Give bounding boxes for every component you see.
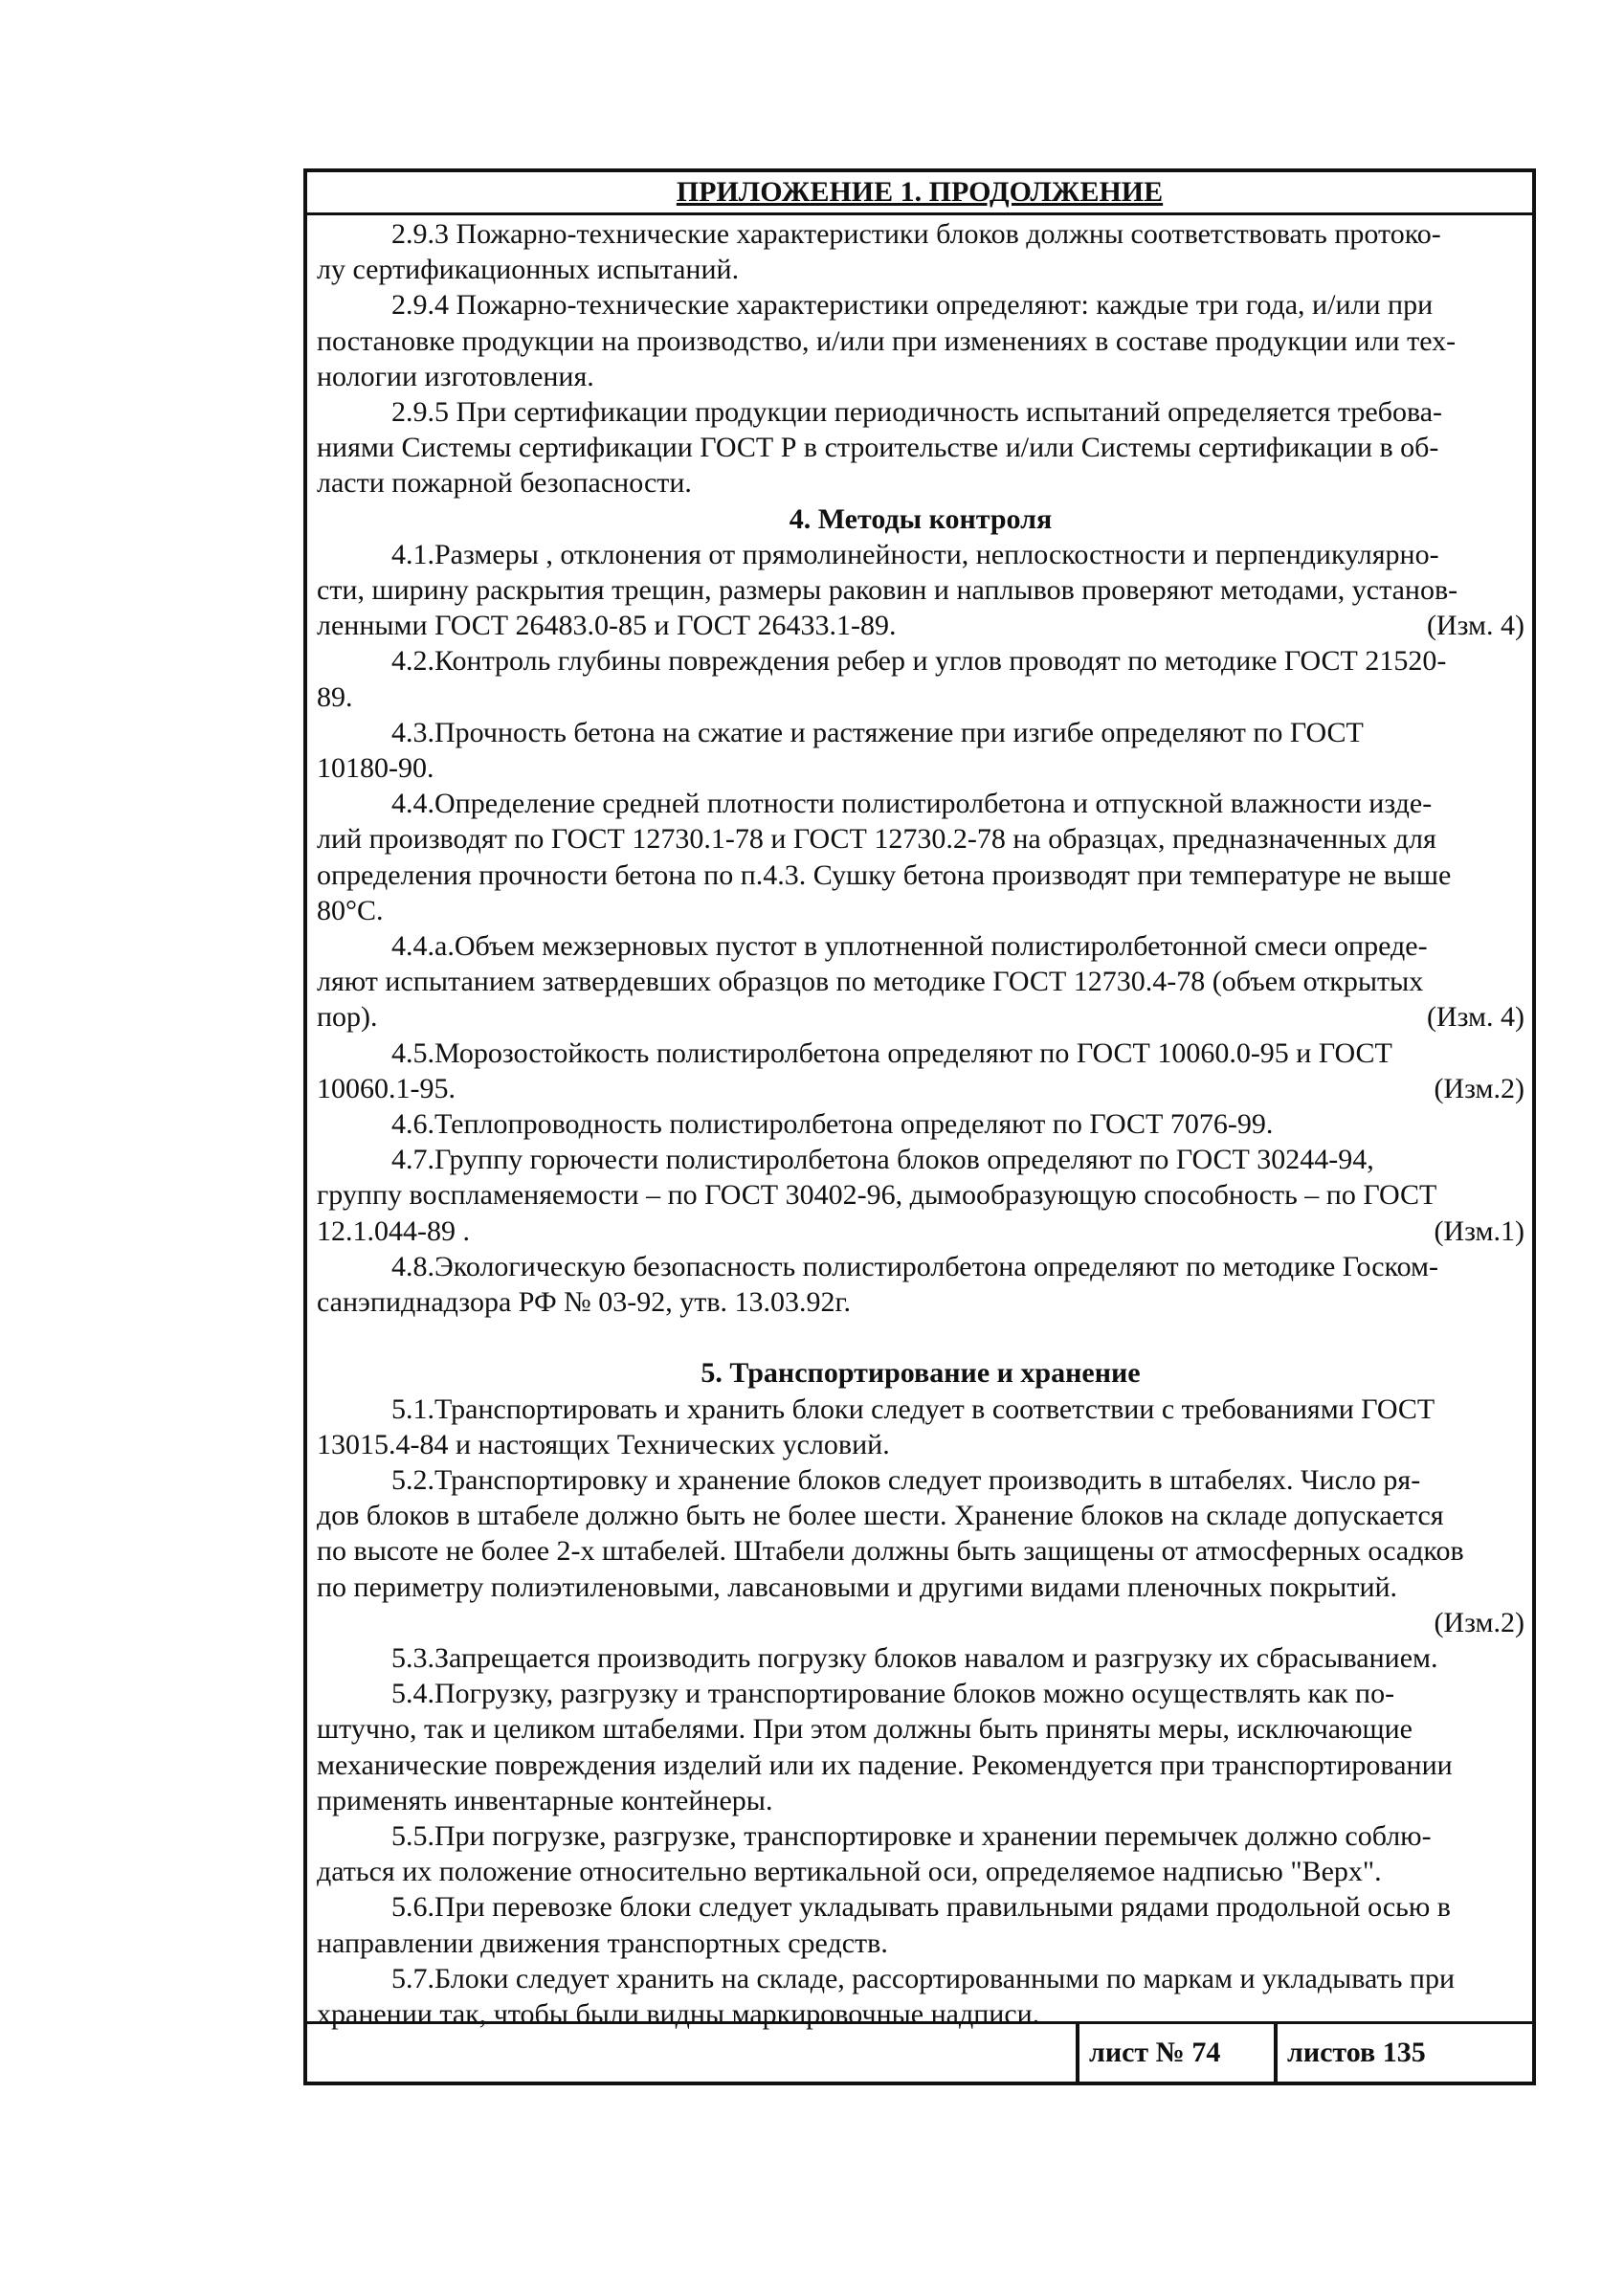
paragraph-4-4-a [317, 928, 1524, 1036]
text-line: хранении так, чтобы были видны маркировочные надписи. [317, 1997, 1040, 2030]
text-line: направлении движения транспортных средств. [317, 1927, 888, 1959]
paragraph-4-7 [317, 1142, 1524, 1249]
page-header: ПРИЛОЖЕНИЕ 1. ПРОДОЛЖЕНИЕ [307, 172, 1532, 215]
text-line: 10180-90. [317, 752, 434, 785]
paragraph-5-4 [317, 1676, 1524, 1818]
text-line: 5.4.Погрузку, разгрузку и транспортирование блоков можно осуществлять как по- [391, 1678, 1395, 1710]
revision-note: (Изм. 4) [1426, 610, 1524, 642]
spacer [317, 1320, 1524, 1355]
text-line: ляют испытанием затвердевших образцов по методике ГОСТ 12730.4-78 (объем открытых [317, 966, 1424, 998]
text-line: 80°С. [317, 894, 384, 926]
footer-stamp [1076, 2024, 1532, 2082]
text-line: 4.1.Размеры , отклонения от прямолинейности, неплоскостности и перпендикулярно- [391, 538, 1439, 570]
text-line: 2.9.3 Пожарно-технические характеристики блоков должны соответствовать протоко- [391, 218, 1441, 250]
text-line: ласти пожарной безопасности. [317, 467, 692, 500]
text-line: 5.5.При погрузке, разгрузке, транспортировке и хранении перемычек должно соблю- [391, 1819, 1432, 1852]
text-line: сти, ширину раскрытия трещин, размеры раковин и наплывов проверяют методами, установ- [317, 574, 1458, 607]
text-line: штучно, так и целиком штабелями. При этом должны быть приняты меры, исключающие [317, 1713, 1413, 1746]
text-line: механические повреждения изделий или их падение. Рекомендуется при транспортировании [317, 1749, 1453, 1781]
text-line-with-note [317, 999, 1524, 1035]
sheet-number: лист № 74 [1076, 2024, 1274, 2082]
text-line: 89. [317, 680, 353, 713]
text-line: 5.2.Транспортировку и хранение блоков следует производить в штабелях. Число ря- [391, 1463, 1421, 1496]
text-line: определения прочности бетона по п.4.3. Сушку бетона производят при температуре не выше [317, 858, 1452, 891]
paragraph-5-2 [317, 1462, 1524, 1640]
revision-note: (Изм.2) [1434, 1606, 1524, 1638]
paragraph-4-2 [317, 643, 1524, 714]
section-5-heading: 5. Транспортирование и хранение [701, 1357, 1141, 1390]
text-line: 5.3.Запрещается производить погрузку блоков навалом и разгрузку их сбрасыванием. [391, 1641, 1438, 1674]
text-line: 4.2.Контроль глубины повреждения ребер и углов проводят по методике ГОСТ 21520- [391, 645, 1447, 678]
revision-note: (Изм.2) [1434, 1072, 1524, 1104]
paragraph-4-5 [317, 1036, 1524, 1106]
sheet-total: листов 135 [1274, 2024, 1532, 2082]
text-line: 5.7.Блоки следует хранить на складе, рассортированными по маркам и укладывать при [391, 1962, 1455, 1994]
text-line: 4.6.Теплопроводность полистиролбетона определяют по ГОСТ 7076-99. [391, 1108, 1274, 1141]
text-line-with-note [317, 1071, 1524, 1106]
text-line: по высоте не более 2-х штабелей. Штабели должны быть защищены от атмосферных осадков [317, 1535, 1464, 1568]
text-line: 4.8.Экологическую безопасность полистиролбетона определяют по методике Госком- [391, 1250, 1438, 1282]
text-line: санэпиднадзора РФ № 03-92, утв. 13.03.92г. [317, 1286, 851, 1319]
document-body [317, 216, 1524, 2032]
text-line: группу воспламеняемости – по ГОСТ 30402-96, дымообразующую способность – по ГОСТ [317, 1179, 1437, 1212]
text-line: постановке продукции на производство, и/или при изменениях в составе продукции или тех- [317, 324, 1457, 357]
text-line: ленными ГОСТ 26483.0-85 и ГОСТ 26433.1-89. [317, 610, 897, 642]
section-4-heading: 4. Методы контроля [789, 502, 1053, 535]
text-line: 5.6.При перевозке блоки следует укладывать правильными рядами продольной осью в [391, 1891, 1451, 1924]
paragraph-4-4 [317, 786, 1524, 928]
text-line: 10060.1-95. [317, 1072, 456, 1104]
text-line: 12.1.044-89 . [317, 1214, 470, 1247]
paragraph-5-5 [317, 1818, 1524, 1889]
paragraph-5-3 [317, 1640, 1524, 1676]
text-line: 4.4.Определение средней плотности полистиролбетона и отпускной влажности изде- [391, 788, 1433, 820]
paragraph-5-1 [317, 1392, 1524, 1462]
text-line-with-note [317, 1214, 1524, 1249]
text-line: лий производят по ГОСТ 12730.1-78 и ГОСТ 12730.2-78 на образцах, предназначенных для [317, 823, 1436, 856]
paragraph-4-1 [317, 537, 1524, 644]
text-line: по периметру полиэтиленовыми, лавсановыми и другими видами пленочных покрытий. [317, 1570, 1398, 1603]
text-line: применять инвентарные контейнеры. [317, 1784, 773, 1816]
paragraph-4-6 [317, 1106, 1524, 1142]
text-line: 13015.4-84 и настоящих Технических условий. [317, 1428, 890, 1460]
text-line: ниями Системы сертификации ГОСТ Р в строительстве и/или Системы сертификации в об- [317, 432, 1439, 464]
text-line-with-note [317, 608, 1524, 643]
text-line: 4.7.Группу горючести полистиролбетона блоков определяют по ГОСТ 30244-94, [391, 1144, 1374, 1176]
text-line: 4.5.Морозостойкость полистиролбетона определяют по ГОСТ 10060.0-95 и ГОСТ [391, 1036, 1392, 1069]
text-line: пор). [317, 1001, 378, 1034]
paragraph-4-3 [317, 715, 1524, 786]
paragraph-5-6 [317, 1889, 1524, 1960]
document-frame [303, 168, 1536, 2085]
text-line: 4.4.а.Объем межзерновых пустот в уплотненной полистиролбетонной смеси опреде- [391, 930, 1428, 963]
text-line: 5.1.Транспортировать и хранить блоки следует в соответствии с требованиями ГОСТ [391, 1392, 1435, 1425]
paragraph-2-9-4 [317, 287, 1524, 394]
revision-note: (Изм.1) [1434, 1214, 1524, 1247]
paragraph-2-9-3 [317, 216, 1524, 287]
paragraph-2-9-5 [317, 394, 1524, 501]
revision-note: (Изм. 4) [1426, 1001, 1524, 1034]
text-line: лу сертификационных испытаний. [317, 254, 740, 286]
text-line: 2.9.5 При сертификации продукции периодичность испытаний определяется требова- [391, 396, 1443, 429]
text-line: 4.3.Прочность бетона на сжатие и растяжение при изгибе определяют по ГОСТ [391, 716, 1364, 748]
text-line: 2.9.4 Пожарно-технические характеристики определяют: каждые три года, и/или при [391, 289, 1434, 322]
text-line: даться их положение относительно вертикальной оси, определяемое надписью "Верх". [317, 1856, 1382, 1888]
paragraph-4-8 [317, 1249, 1524, 1320]
text-line: дов блоков в штабеле должно быть не более шести. Хранение блоков на складе допускается [317, 1500, 1444, 1532]
text-line: нологии изготовления. [317, 360, 594, 392]
